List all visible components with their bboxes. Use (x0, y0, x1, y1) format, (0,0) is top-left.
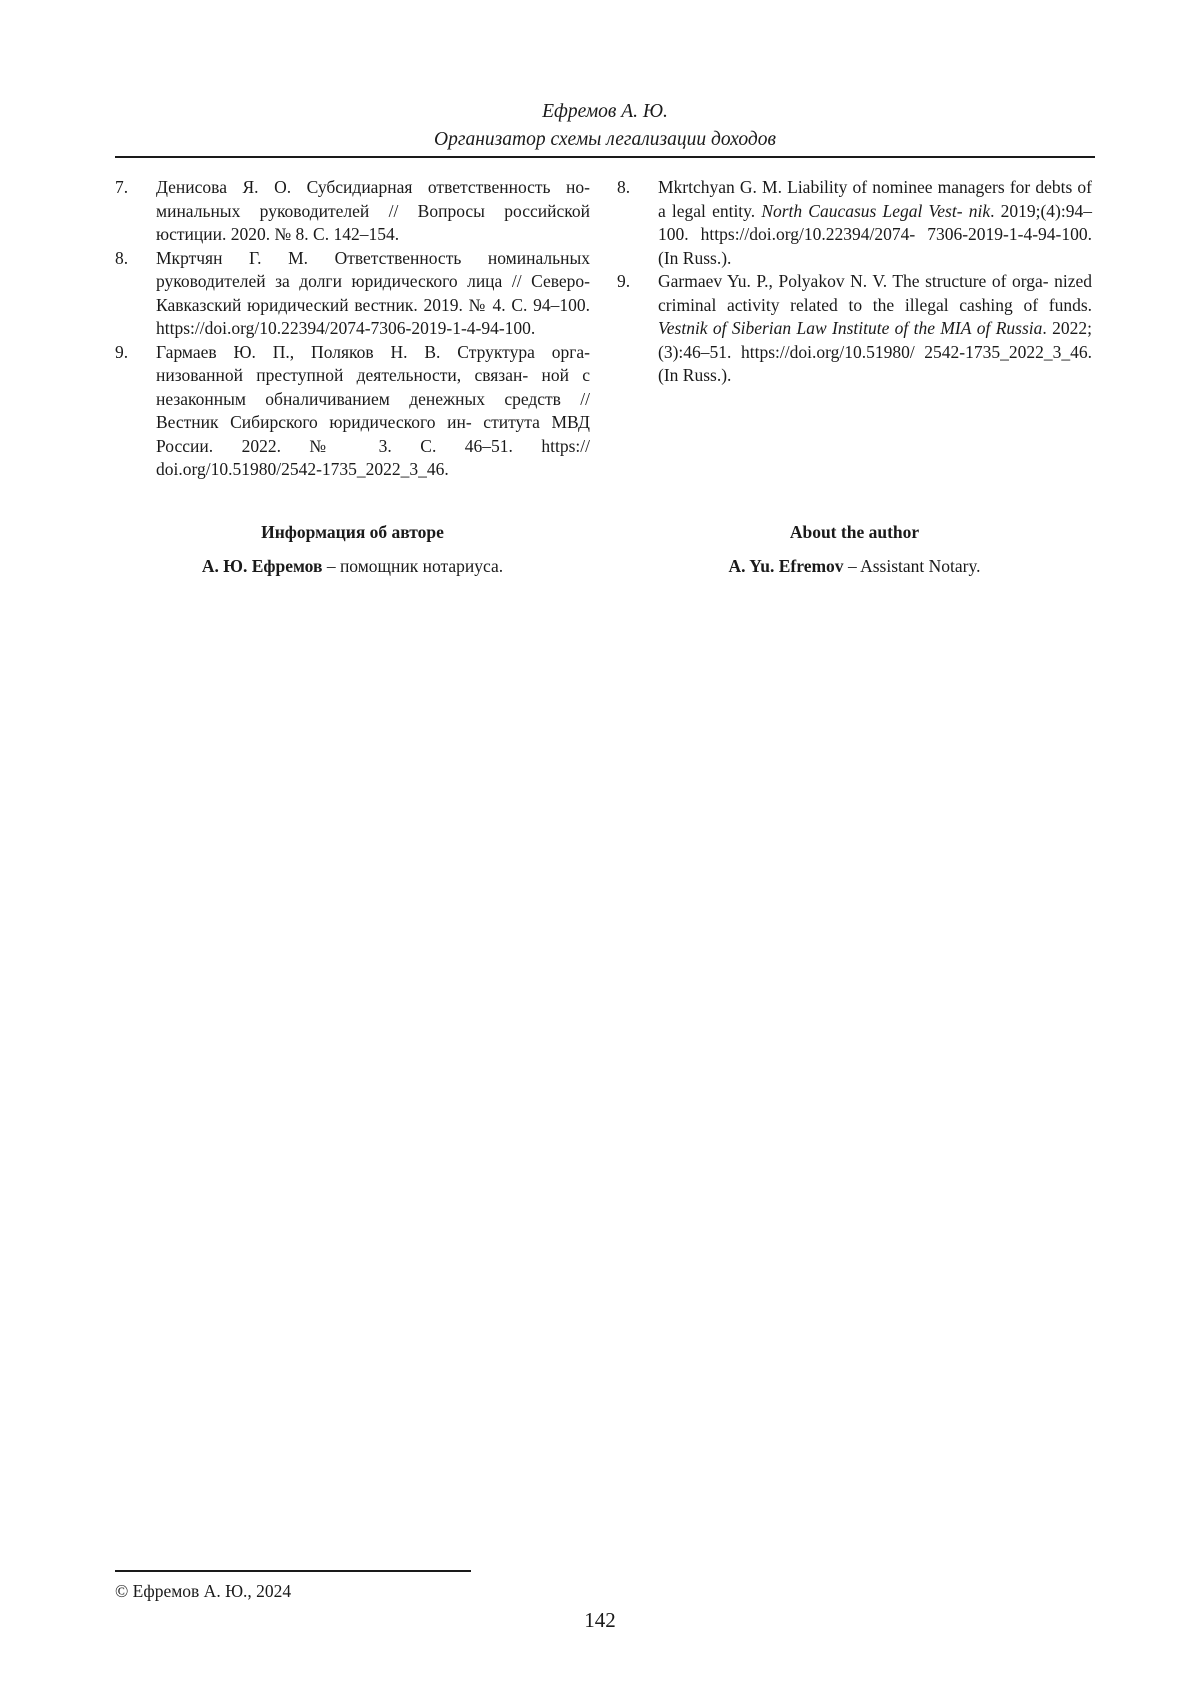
reference-number: 8. (115, 247, 129, 268)
reference-ru-7 (115, 176, 590, 247)
references-en (617, 176, 1092, 388)
author-role: – помощник нотариуса. (322, 556, 504, 576)
reference-number: 7. (115, 177, 129, 197)
author-info-line (617, 554, 1092, 578)
copyright-notice: © Ефремов А. Ю., 2024 (115, 1581, 292, 1601)
author-info-ru (115, 520, 590, 578)
author-info-heading: Информация об авторе (261, 522, 444, 542)
running-header (115, 98, 1095, 154)
reference-text: Денисова Я. О. Субсидиарная ответственность но- минальных руководителей // Вопросы российской юстиции. 2020. № 8. С. 142–154. (156, 177, 590, 244)
reference-text: Гармаев Ю. П., Поляков Н. В. Структура орга- низованной преступной деятельности, связан- ной с незаконным обналичиванием денежных средств // Вестник Сибирского юридического ин- ститута МВД России. 2022. № 3. С. 46–51. https:// doi.org/10.51980/2542-1735_2022_3_46. (156, 341, 591, 479)
reference-number: 8. (617, 177, 631, 197)
reference-ru-8 (115, 247, 590, 341)
header-rule (115, 156, 1095, 158)
page-number: 142 (584, 1608, 616, 1632)
header-article-title: Организатор схемы легализации доходов (434, 129, 776, 150)
author-name: A. Yu. Efremov (728, 556, 844, 576)
reference-en-8 (617, 176, 1092, 270)
author-info-en (617, 520, 1092, 578)
footnote-rule (115, 1570, 471, 1572)
reference-text: Мкртчян Г. М. Ответственность номинальных руководителей за долги юридического лица // Северо-Кавказский юридический вестник. 2019. № 4. С. 94–100. https://doi.org/10.22394/2074-7306-2019-1-4-94-100. (156, 247, 590, 338)
header-author: Ефремов А. Ю. (542, 101, 668, 122)
author-info-line (115, 554, 590, 578)
author-info-heading: About the author (789, 522, 920, 542)
reference-text: Mkrtchyan G. M. Liability of nominee managers for debts of a legal entity. North Caucasus Legal Vest- nik. 2019;(4):94–100. https://doi.org/10.22394/2074- 7306-2019-1-4-94-100. (In Russ.). (658, 177, 1092, 268)
references-ru (115, 176, 590, 482)
reference-number: 9. (115, 341, 129, 362)
author-name: А. Ю. Ефремов (201, 556, 323, 576)
reference-ru-9 (115, 341, 590, 482)
author-role: – Assistant Notary. (843, 556, 981, 576)
reference-en-9 (617, 270, 1092, 388)
reference-number: 9. (617, 271, 631, 291)
reference-text: Garmaev Yu. P., Polyakov N. V. The structure of orga- nized criminal activity related to the illegal cashing of funds. Vestnik of Siberian Law Institute of the MIA of Russia. 2022;(3):46–51. https://doi.org/10.51980/ 2542-1735_2022_3_46. (In Russ.). (658, 271, 1093, 385)
